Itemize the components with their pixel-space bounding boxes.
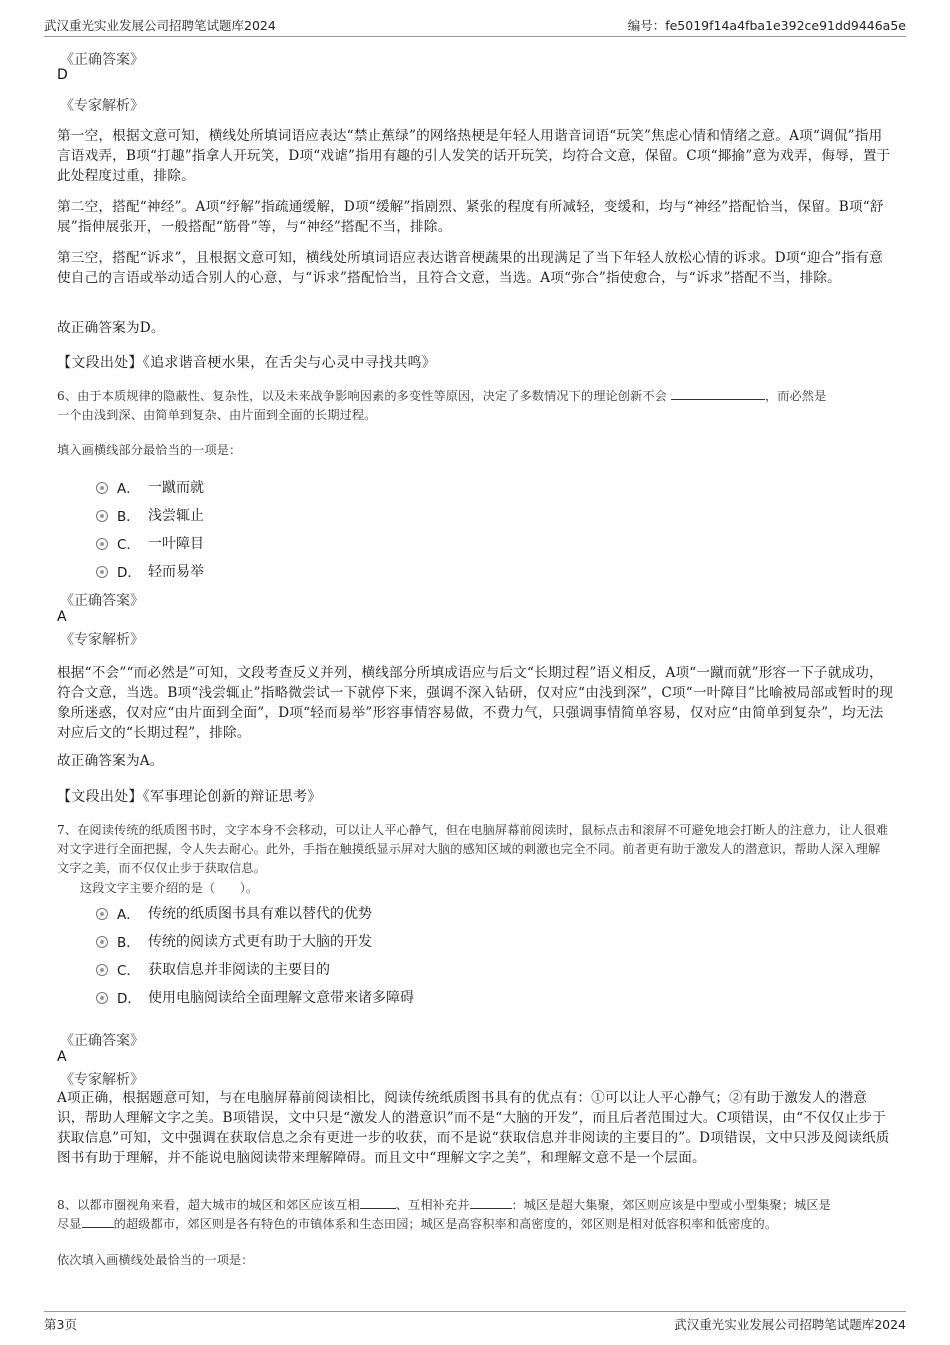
footer-title: 武汉重光实业发展公司招聘笔试题库2024 [674, 1317, 906, 1332]
blank-line [82, 1215, 114, 1228]
question-stem: 6、由于本质规律的隐蔽性、复杂性，以及未来战争影响因素的多变性等原因，决定了多数情况下的理论创新不会 ，而必然是 一个由浅到深、由简单到复杂、由片面到全面的长期过程。 [57, 389, 827, 422]
page-footer [44, 1311, 906, 1334]
radio-icon[interactable] [96, 566, 108, 578]
radio-icon[interactable] [96, 964, 108, 976]
analysis-paragraph: 根据“不会”“而必然是”可知，文段考查反义并列，横线部分所填成语应与后文“长期过程”语义相反，A项“一蹴而就”形容一下子就成功，符合文意，当选。B项“浅尝辄止”指略微尝试一下就停下来，强调不深入钻研，仅对应“由浅到深”，C项“一叶障目”比喻被局部或暂时的现象所迷惑，仅对应“由片面到全面”，D项“轻而易举”形容事情容易做，不费力气，只强调事情简单容易，仅对应“由简单到复杂”，均无法对应后文的“长期过程”，排除。 [57, 665, 894, 741]
source-citation: 【文段出处】《军事理论创新的辩证思考》 [57, 789, 322, 805]
question-stem: 8、以都市圈视角来看，超大城市的城区和郊区应该互相 、互相补充并 ：城区是超大集聚，郊区则应该是中型或小型集聚；城区是 尽显 的超级都市，郊区则是各有特色的市镇体系和生态田园；城区是高容积率和高密度的，郊区则是相对低容积率和低密度的。 [57, 1198, 831, 1231]
answer-value: A [57, 1049, 67, 1065]
radio-icon[interactable] [96, 510, 108, 522]
radio-icon[interactable] [96, 992, 108, 1004]
question-stem: 7、在阅读传统的纸质图书时，文字本身不会移动，可以让人平心静气，但在电脑屏幕前阅读时，鼠标点击和滚屏不可避免地会打断人的注意力，让人很难对文字进行全面把握，令人失去耐心。此外，手指在触摸纸显示屏对大脑的感知区域的刺激也完全不同。前者更有助于激发人的潜意识，帮助人深入理解文字之美，而不仅仅止步于获取信息。 [57, 823, 889, 875]
analysis-conclusion: 故正确答案为A。 [57, 753, 164, 769]
analysis-paragraph: 第三空，搭配“诉求”，且根据文意可知，横线处所填词语应表达谐音梗蔬果的出现满足了当下年轻人放松心情的诉求。D项“迎合”指有意使自己的言语或举动适合别人的心意，与“诉求”搭配恰当，且符合文意，当选。A项“弥合”指使愈合，与“诉求”搭配不当，排除。 [57, 250, 883, 286]
question-prompt: 依次填入画横线处最恰当的一项是： [57, 1253, 254, 1267]
analysis-paragraph: A项正确，根据题意可知，与在电脑屏幕前阅读相比，阅读传统纸质图书具有的优点有：①可以让人平心静气；②有助于激发人的潜意识，帮助人理解文字之美。B项错误，文中只是“激发人的潜意识”而不是“大脑的开发”，而且后者范围过大。C项错误，由“不仅仅止步于获取信息”可知，文中强调在获取信息之余有更进一步的收获，而不是说“获取信息并非阅读的主要目的”。D项错误，文中只涉及阅读纸质图书有助于理解，并不能说电脑阅读带来理解障碍。而且文中“理解文字之美”，和理解文意不是一个层面。 [57, 1090, 890, 1166]
radio-icon[interactable] [96, 482, 108, 494]
answer-value: D [57, 67, 68, 83]
answer-label: 《正确答案》 [60, 1033, 144, 1049]
analysis-label: 《专家解析》 [60, 98, 144, 114]
analysis-conclusion: 故正确答案为D。 [57, 320, 165, 336]
question-prompt: 填入画横线部分最恰当的一项是： [57, 443, 242, 457]
blank-line [360, 1196, 396, 1209]
analysis-label: 《专家解析》 [60, 632, 144, 648]
page-number: 第3页 [44, 1317, 77, 1332]
page-header [44, 14, 906, 37]
answer-value: A [57, 609, 67, 625]
blank-line [671, 387, 765, 400]
source-citation: 【文段出处】《追求谐音梗水果，在舌尖与心灵中寻找共鸣》 [57, 355, 437, 371]
analysis-paragraph: 第一空，根据文意可知，横线处所填词语应表达“禁止蕉绿”的网络热梗是年轻人用谐音词语“玩笑”焦虑心情和情绪之意。A项“调侃”指用言语戏弄，B项“打趣”指拿人开玩笑，D项“戏谑”指用有趣的引人发笑的话开玩笑，均符合文意，保留。C项“揶揄”意为戏弄，侮辱，置于此处程度过重，排除。 [57, 128, 891, 184]
radio-icon[interactable] [96, 908, 108, 920]
header-serial: 编号：fe5019f14a4fba1e392ce91dd9446a5e [627, 18, 906, 33]
header-title: 武汉重光实业发展公司招聘笔试题库2024 [44, 18, 276, 33]
radio-icon[interactable] [96, 538, 108, 550]
analysis-paragraph: 第二空，搭配“神经”。A项“纾解”指疏通缓解，D项“缓解”指剧烈、紧张的程度有所减轻，变缓和，均与“神经”搭配恰当，保留。B项“舒展”指伸展张开，一般搭配“筋骨”等，与“神经”搭配不当，排除。 [57, 199, 884, 235]
blank-line [470, 1196, 512, 1209]
analysis-label: 《专家解析》 [60, 1072, 144, 1088]
question-prompt: 这段文字主要介绍的是（ ）。 [80, 881, 259, 895]
radio-icon[interactable] [96, 936, 108, 948]
answer-label: 《正确答案》 [60, 593, 144, 609]
answer-label: 《正确答案》 [60, 52, 144, 68]
